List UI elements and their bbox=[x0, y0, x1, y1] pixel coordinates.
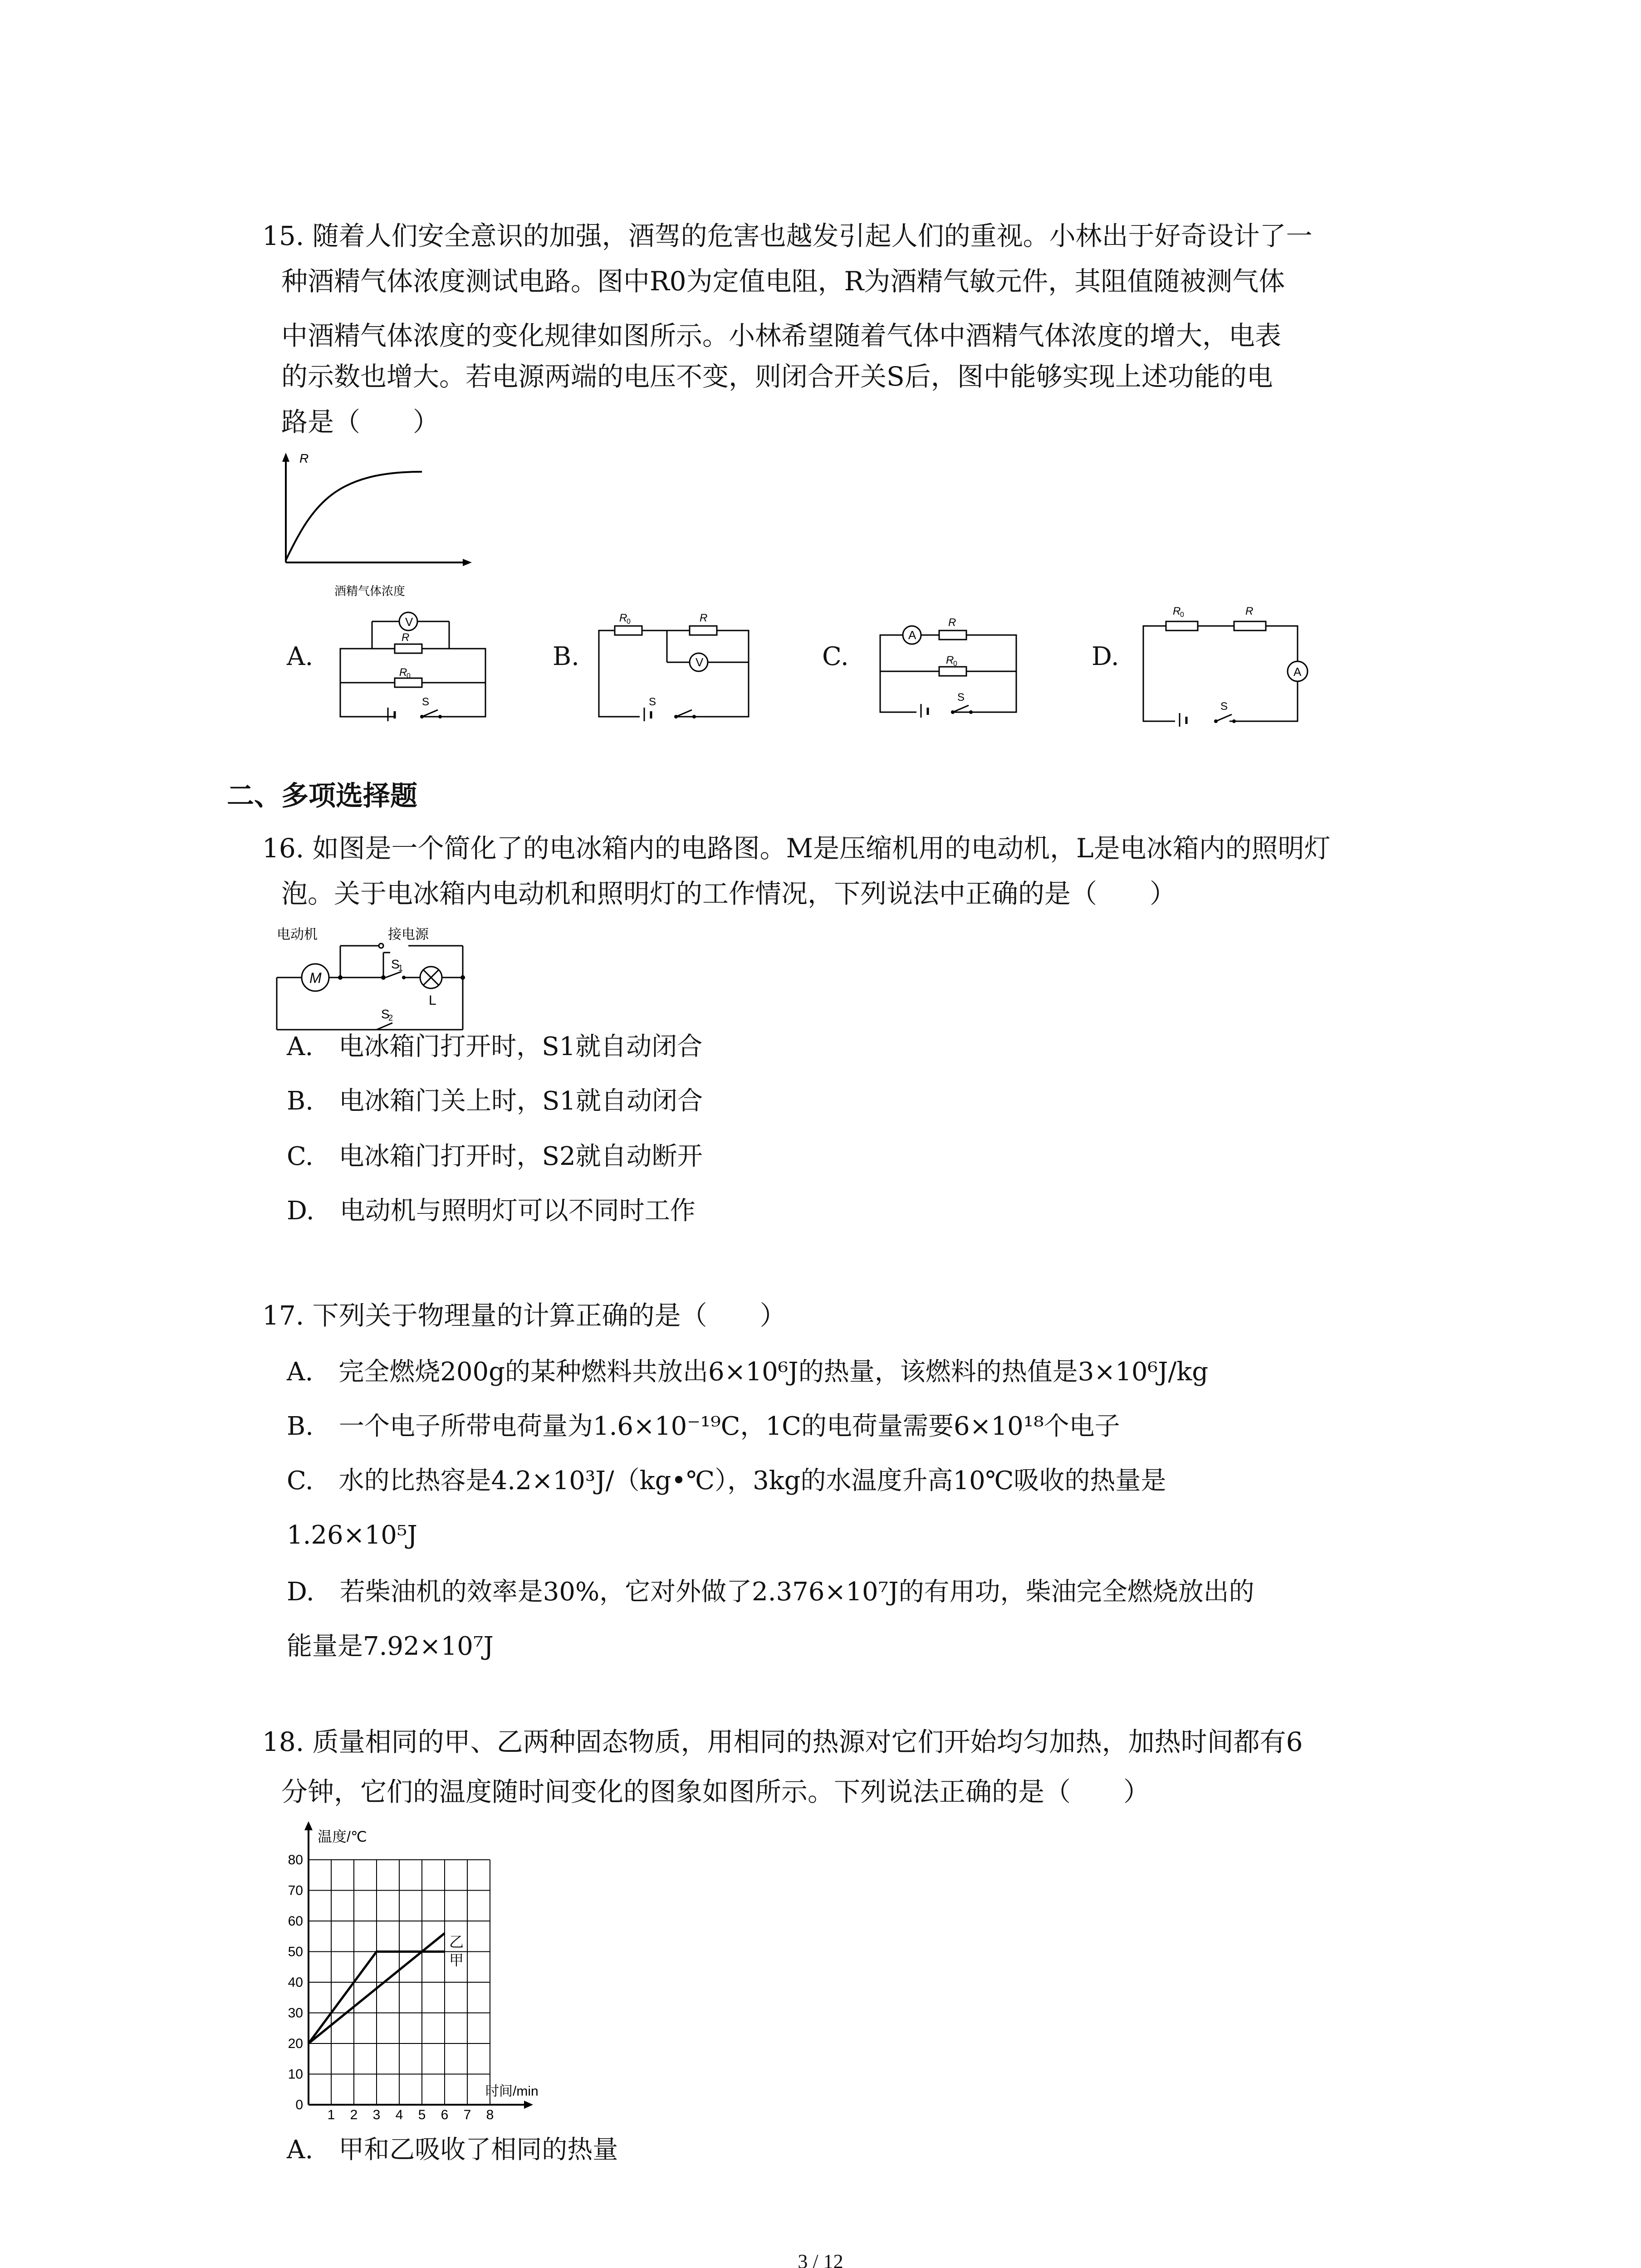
q17-option-a: A. 完全燃烧200g的某种燃料共放出6×10⁶J的热量，该燃料的热值是3×10⁶J/kg bbox=[287, 1357, 1209, 1387]
y-tick-label: 30 bbox=[288, 2005, 303, 2021]
q18-line-1: 18. 质量相同的甲、乙两种固态物质，用相同的热源对它们开始均匀加热，加热时间都有6 bbox=[262, 1726, 1303, 1757]
q17-option-c: C. 水的比热容是4.2×10³J/（kg•℃），3kg的水温度升高10℃吸收的热量是 bbox=[287, 1466, 1166, 1496]
chart-axes bbox=[304, 1821, 533, 2109]
chart-xlabel: 时间/min bbox=[485, 2084, 539, 2099]
q15-option-d-label: D. bbox=[1092, 642, 1119, 671]
x-tick-label: 4 bbox=[395, 2107, 403, 2122]
y-axis-arrow bbox=[304, 1821, 313, 1830]
q16-s2-sub: 2 bbox=[388, 1013, 393, 1022]
y-tick-label: 60 bbox=[288, 1914, 303, 1929]
q16-fridge-circuit bbox=[272, 921, 481, 1039]
q16-lamp-label: L bbox=[429, 993, 436, 1008]
q16-line-1: 16. 如图是一个简化了的电冰箱内的电路图。M是压缩机用的电动机，L是电冰箱内的照明灯 bbox=[262, 833, 1331, 864]
chart-series bbox=[309, 1933, 464, 2043]
q18-temperature-chart bbox=[254, 1819, 608, 2136]
q15-line-1: 15. 随着人们安全意识的加强，酒驾的危害也越发引起人们的重视。小林出于好奇设计了一 bbox=[262, 220, 1313, 251]
x-tick-label: 8 bbox=[486, 2107, 494, 2122]
circuit-c-ammeter-label: A bbox=[908, 628, 916, 642]
q17-option-b: B. 一个电子所带电荷量为1.6×10⁻¹⁹C，1C的电荷量需要6×10¹⁸个电子 bbox=[287, 1412, 1120, 1441]
y-tick-label: 10 bbox=[288, 2067, 303, 2082]
page-number: 3 / 12 bbox=[798, 2250, 843, 2268]
circuit-b-r0-label: R bbox=[619, 612, 627, 624]
q17-option-c-cont: 1.26×10⁵J bbox=[287, 1520, 417, 1550]
circuit-c-r0-sub: 0 bbox=[953, 660, 957, 668]
q15-line-2: 种酒精气体浓度测试电路。图中R0为定值电阻，R为酒精气敏元件，其阻值随被测气体 bbox=[281, 266, 1285, 297]
q18-option-a: A. 甲和乙吸收了相同的热量 bbox=[287, 2135, 618, 2165]
q15-option-a-label: A. bbox=[287, 642, 314, 671]
circuit-a-voltmeter-label: V bbox=[405, 615, 413, 629]
q18-line-2: 分钟，它们的温度随时间变化的图象如图所示。下列说法正确的是（ ） bbox=[281, 1776, 1150, 1807]
q17-stem: 17. 下列关于物理量的计算正确的是（ ） bbox=[262, 1300, 786, 1331]
q15-circuit-d bbox=[1134, 594, 1316, 730]
x-tick-label: 3 bbox=[372, 2107, 381, 2122]
circuit-c-r-label: R bbox=[948, 616, 956, 629]
q16-option-d: D. 电动机与照明灯可以不同时工作 bbox=[287, 1196, 696, 1226]
q15-resistance-graph bbox=[272, 449, 481, 599]
circuit-b-r0-sub: 0 bbox=[627, 618, 631, 626]
x-axis-arrow bbox=[524, 2101, 533, 2109]
circuit-b-r-label: R bbox=[700, 612, 708, 624]
circuit-d-r0-sub: 0 bbox=[1180, 611, 1184, 619]
circuit-c-r0-label: R bbox=[946, 654, 954, 666]
circuit-c-switch-label: S bbox=[957, 691, 965, 704]
chart-grid bbox=[309, 1860, 490, 2105]
q16-s1-label: S bbox=[391, 957, 400, 971]
circuit-a-r0-sub: 0 bbox=[407, 672, 411, 680]
circuit-a-r0-label: R bbox=[399, 666, 407, 679]
section-heading: 二、多项选择题 bbox=[227, 780, 417, 812]
circuit-a-r-label: R bbox=[402, 631, 410, 644]
circuit-b-switch-label: S bbox=[649, 696, 656, 708]
q16-motor-symbol: M bbox=[309, 970, 322, 986]
circuit-a-switch-label: S bbox=[422, 696, 430, 708]
x-tick-label: 7 bbox=[463, 2107, 471, 2122]
q17-option-d-cont: 能量是7.92×10⁷J bbox=[287, 1632, 494, 1661]
q15-graph-ylabel: R bbox=[299, 451, 309, 465]
q15-option-b-label: B. bbox=[553, 642, 579, 671]
q17-option-d: D. 若柴油机的效率是30%，它对外做了2.376×10⁷J的有用功，柴油完全燃烧放出的 bbox=[287, 1577, 1254, 1607]
x-tick-label: 6 bbox=[441, 2107, 449, 2122]
q15-graph-xlabel: 酒精气体浓度 bbox=[334, 584, 406, 598]
q15-line-5: 路是（ ） bbox=[281, 406, 440, 437]
q16-line-2: 泡。关于电冰箱内电动机和照明灯的工作情况，下列说法中正确的是（ ） bbox=[281, 878, 1176, 909]
circuit-d-switch-label: S bbox=[1220, 700, 1228, 713]
y-tick-label: 40 bbox=[288, 1975, 303, 1990]
q16-option-c: C. 电冰箱门打开时，S2就自动断开 bbox=[287, 1142, 703, 1171]
chart-ticks bbox=[288, 1853, 494, 2122]
chart-ylabel: 温度/℃ bbox=[318, 1828, 367, 1845]
series-label: 甲 bbox=[449, 1952, 464, 1969]
y-tick-label: 50 bbox=[288, 1944, 303, 1960]
q15-circuit-b bbox=[594, 603, 758, 721]
circuit-b-voltmeter-label: V bbox=[696, 655, 704, 669]
q16-option-b: B. 电冰箱门关上时，S1就自动闭合 bbox=[287, 1086, 703, 1116]
circuit-d-ammeter-label: A bbox=[1293, 665, 1302, 679]
q16-option-a: A. 电冰箱门打开时，S1就自动闭合 bbox=[287, 1032, 703, 1061]
series-label: 乙 bbox=[449, 1934, 464, 1950]
q15-line-4: 的示数也增大。若电源两端的电压不变，则闭合开关S后，图中能够实现上述功能的电 bbox=[281, 361, 1273, 392]
q16-motor-label: 电动机 bbox=[277, 927, 318, 942]
circuit-d-r0-label: R bbox=[1173, 605, 1181, 617]
q16-source-label: 接电源 bbox=[388, 927, 429, 942]
x-tick-label: 5 bbox=[418, 2107, 426, 2122]
x-tick-label: 2 bbox=[350, 2107, 358, 2122]
circuit-d-r-label: R bbox=[1245, 605, 1254, 617]
y-tick-label: 20 bbox=[288, 2036, 303, 2051]
y-tick-label: 70 bbox=[288, 1883, 303, 1898]
q15-line-3: 中酒精气体浓度的变化规律如图所示。小林希望随着气体中酒精气体浓度的增大，电表 bbox=[281, 320, 1282, 351]
y-tick-label: 0 bbox=[295, 2097, 303, 2112]
q15-option-c-label: C. bbox=[822, 642, 849, 671]
y-tick-label: 80 bbox=[288, 1853, 303, 1867]
q15-circuit-c bbox=[867, 603, 1030, 721]
q16-s2-label: S bbox=[381, 1007, 390, 1021]
q15-circuit-a bbox=[331, 603, 495, 721]
q16-s1-sub: 1 bbox=[398, 963, 403, 973]
x-tick-label: 1 bbox=[327, 2107, 335, 2122]
